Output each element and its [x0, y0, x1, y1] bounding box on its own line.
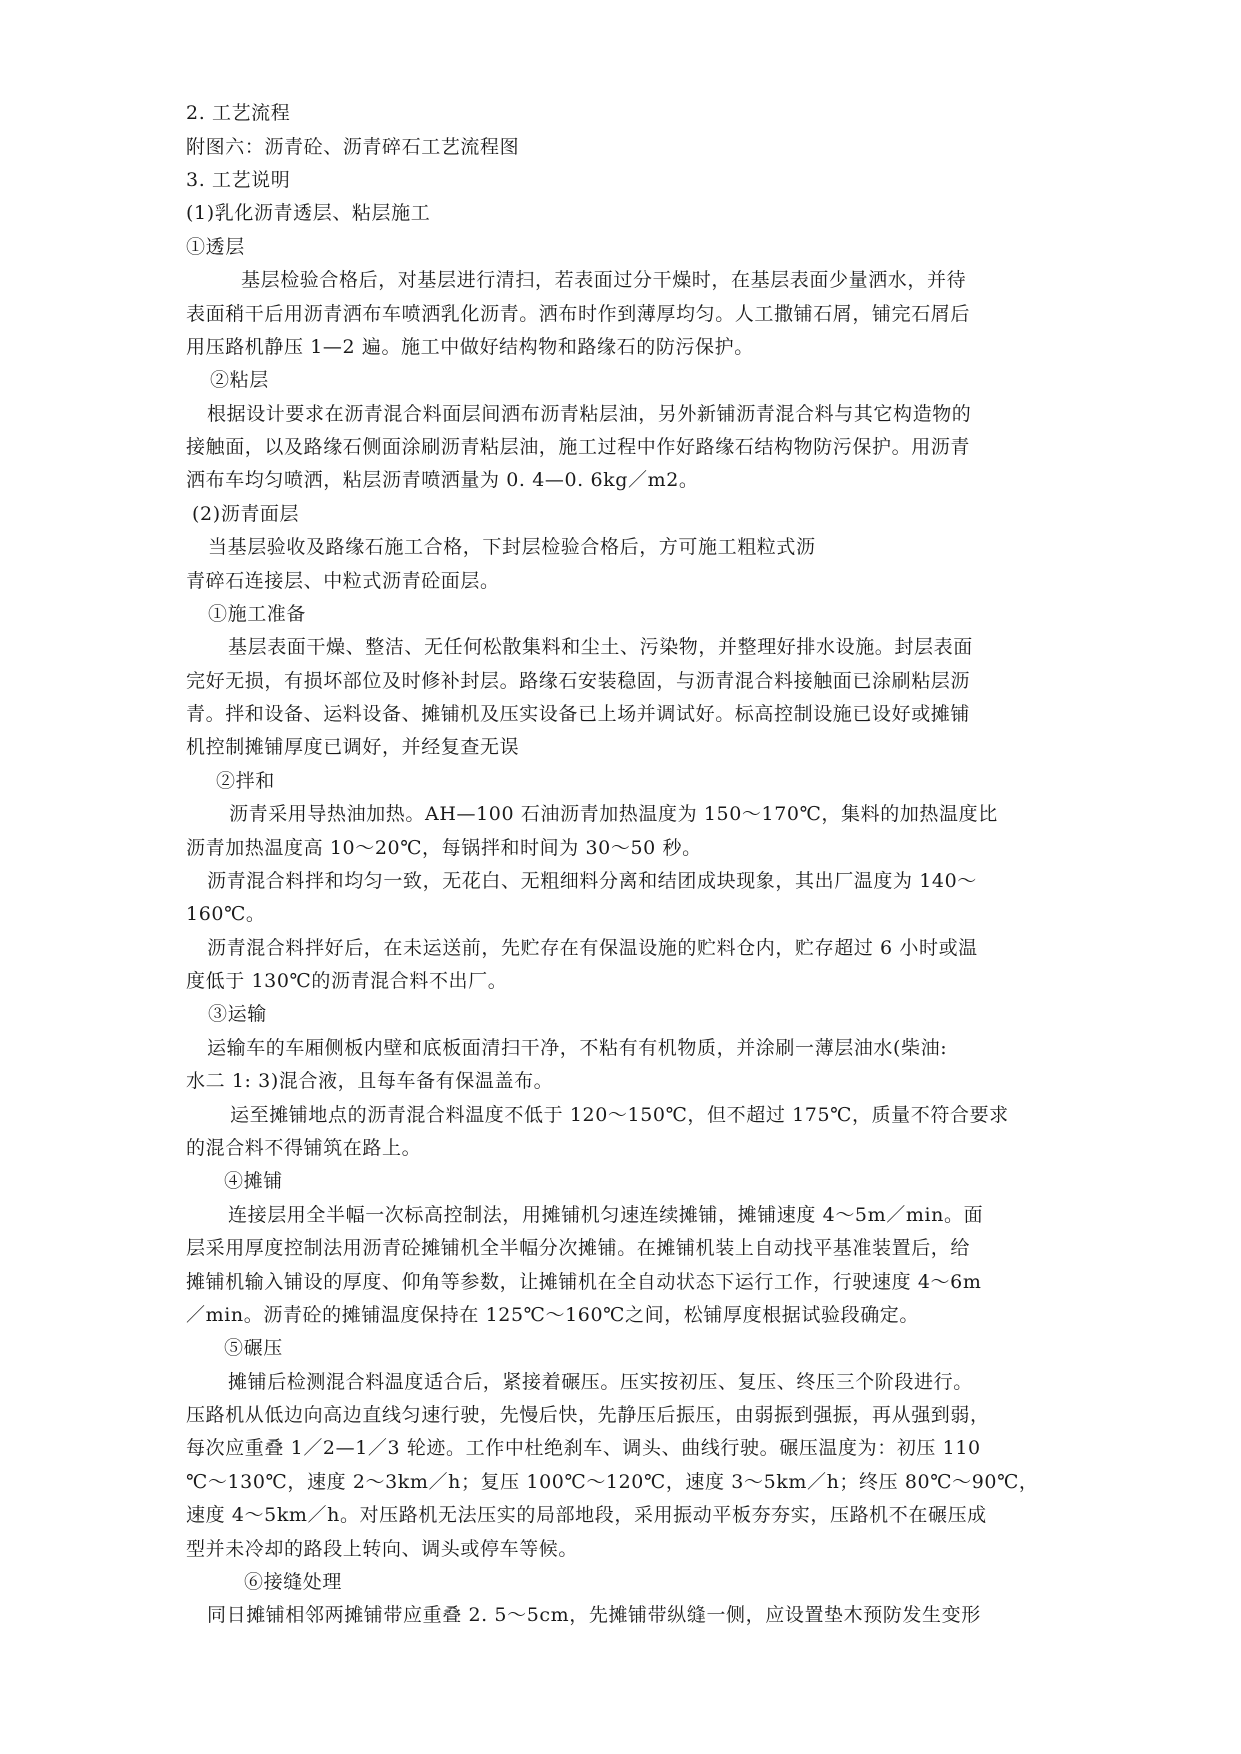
item-heading: ⑥接缝处理: [244, 1571, 343, 1593]
subsection-heading: (1)乳化沥青透层、粘层施工: [186, 202, 431, 224]
paragraph-line: 表面稍干后用沥青洒布车喷洒乳化沥青。洒布时作到薄厚均匀。人工撒铺石屑，铺完石屑后: [186, 303, 971, 325]
paragraph-line: 接触面，以及路缘石侧面涂刷沥青粘层油，施工过程中作好路缘石结构物防污保护。用沥青: [186, 436, 971, 458]
paragraph-line: 基层表面干燥、整洁、无任何松散集料和尘土、污染物，并整理好排水设施。封层表面: [228, 636, 973, 658]
paragraph-line: 摊铺后检测混合料温度适合后，紧接着碾压。压实按初压、复压、终压三个阶段进行。: [228, 1371, 973, 1393]
item-heading: ③运输: [208, 1003, 267, 1025]
paragraph-line: ℃～130℃，速度 2～3km／h；复压 100℃～120℃，速度 3～5km／h；终压 80℃～90℃，: [186, 1471, 1039, 1493]
paragraph-line: 运至摊铺地点的沥青混合料温度不低于 120～150℃，但不超过 175℃，质量不符合要求: [230, 1104, 1009, 1126]
item-heading: ⑤碾压: [224, 1337, 283, 1359]
paragraph-line: 机控制摊铺厚度已调好，并经复查无误: [186, 736, 520, 758]
paragraph-line: 沥青加热温度高 10～20℃，每锅拌和时间为 30～50 秒。: [186, 837, 702, 859]
item-heading: ②粘层: [210, 369, 269, 391]
paragraph-line: 根据设计要求在沥青混合料面层间洒布沥青粘层油，另外新铺沥青混合料与其它构造物的: [207, 403, 972, 425]
paragraph-line: ／min。沥青砼的摊铺温度保持在 125℃～160℃之间，松铺厚度根据试验段确定。: [186, 1304, 920, 1326]
paragraph-line: 压路机从低边向高边直线匀速行驶，先慢后快，先静压后振压，由弱振到强振，再从强到弱，: [186, 1404, 990, 1426]
item-heading: ④摊铺: [224, 1170, 283, 1192]
paragraph-line: 用压路机静压 1—2 遍。施工中做好结构物和路缘石的防污保护。: [186, 336, 754, 358]
paragraph-line: 水二 1: 3)混合液，且每车备有保温盖布。: [186, 1070, 554, 1092]
section-heading-process: 2. 工艺流程: [186, 102, 291, 124]
paragraph-line: 度低于 130℃的沥青混合料不出厂。: [186, 970, 508, 992]
paragraph-line: 的混合料不得铺筑在路上。: [186, 1137, 422, 1159]
paragraph-line: 基层检验合格后，对基层进行清扫，若表面过分干燥时，在基层表面少量洒水，并待: [241, 269, 967, 291]
item-heading: ②拌和: [216, 770, 275, 792]
paragraph-line: 沥青混合料拌和均匀一致，无花白、无粗细料分离和结团成块现象，其出厂温度为 140～: [207, 870, 977, 892]
paragraph-line: 速度 4～5km／h。对压路机无法压实的局部地段，采用振动平板夯夯实，压路机不在碾压成: [186, 1504, 987, 1526]
item-heading: ①施工准备: [208, 603, 307, 625]
paragraph-line: 完好无损，有损坏部位及时修补封层。路缘石安装稳固，与沥青混合料接触面已涂刷粘层沥: [186, 670, 971, 692]
paragraph-line: 当基层验收及路缘石施工合格，下封层检验合格后，方可施工粗粒式沥: [208, 536, 816, 558]
paragraph-line: 摊铺机输入铺设的厚度、仰角等参数，让摊铺机在全自动状态下运行工作，行驶速度 4～6m: [186, 1271, 982, 1293]
paragraph-line: 每次应重叠 1／2—1／3 轮迹。工作中杜绝刹车、调头、曲线行驶。碾压温度为：初压 110: [186, 1437, 981, 1459]
paragraph-line: 同日摊铺相邻两摊铺带应重叠 2. 5～5cm，先摊铺带纵缝一侧，应设置垫木预防发生变形: [207, 1604, 981, 1626]
paragraph-line: 沥青采用导热油加热。AH—100 石油沥青加热温度为 150～170℃，集料的加热温度比: [229, 803, 998, 825]
section-heading-description: 3. 工艺说明: [186, 169, 291, 191]
paragraph-line: 连接层用全半幅一次标高控制法，用摊铺机匀速连续摊铺，摊铺速度 4～5m／min。面: [228, 1204, 984, 1226]
paragraph-line: 青碎石连接层、中粒式沥青砼面层。: [186, 570, 500, 592]
item-heading: ①透层: [186, 236, 245, 258]
subsection-heading: (2)沥青面层: [192, 503, 300, 525]
paragraph-line: 青。拌和设备、运料设备、摊铺机及压实设备已上场并调试好。标高控制设施已设好或摊铺: [186, 703, 971, 725]
paragraph-line: 沥青混合料拌好后，在未运送前，先贮存在有保温设施的贮料仓内，贮存超过 6 小时或温: [207, 937, 978, 959]
paragraph-line: 运输车的车厢侧板内壁和底板面清扫干净，不粘有有机物质，并涂刷一薄层油水(柴油:: [207, 1037, 948, 1059]
paragraph-line: 160℃。: [186, 903, 266, 925]
appendix-caption: 附图六：沥青砼、沥青碎石工艺流程图: [186, 136, 520, 158]
paragraph-line: 洒布车均匀喷洒，粘层沥青喷洒量为 0. 4—0. 6kg／m2。: [186, 469, 699, 491]
paragraph-line: 层采用厚度控制法用沥青砼摊铺机全半幅分次摊铺。在摊铺机装上自动找平基准装置后，给: [186, 1237, 971, 1259]
paragraph-line: 型并未冷却的路段上转向、调头或停车等候。: [186, 1538, 579, 1560]
